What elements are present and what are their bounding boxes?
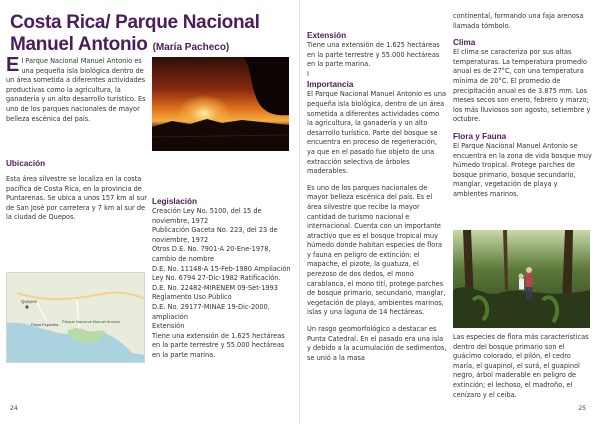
clima-heading: Clima [453, 38, 476, 48]
ubicacion-section [6, 158, 149, 223]
legislacion-line: Otros D.E. No. 7901-A 20-Ene-1978, cambio de nombre [152, 245, 271, 263]
legislacion-line: D.E. No. 29177-MINAE 19-Dic-2000, ampliación [152, 302, 270, 321]
legislacion-line: Tiene una extensión de 1.625 hectáreas en la parte terrestre y 55.000 hectáreas en la parte marina. [152, 331, 285, 359]
intro-paragraph [6, 54, 149, 124]
sunset-photo [152, 57, 289, 151]
right-left-column [307, 30, 447, 363]
especies-text: Las especies de flora más características dentro del bosque primario son el guácimo colorado, el pilón, el cedro maría, el guapinol, el surá, el guapinol negro, árbol maderable en peligro de extinción; el lechoso, el madroño, el cenízaro y el ceiba. [453, 333, 589, 399]
page-number-left: 24 [10, 405, 18, 412]
map-graphic [7, 273, 145, 363]
map-label-quepos: Quepos [21, 299, 37, 304]
location-map [6, 272, 145, 363]
legislacion-line: D.E. No. 22482-MIRENEM 09-Set-1993 [152, 283, 278, 292]
ubicacion-text: Esta área silvestre se localiza en la costa pacífica de Costa Rica, en la provincia de Puntarenas. Se ubica a unos 157 km al sur de San José por carretera y 7 km al sur de la ciudad de Quepos. [6, 175, 147, 222]
importancia-paragraph-3: Un rasgo geomorfológico a destacar es Punta Catedral. En el pasado era una isla y debido a la acumulación de sedimentos, se unió a la masa [307, 325, 447, 362]
author-name: (María Pacheco) [152, 42, 230, 53]
sunset-image [152, 57, 289, 151]
right-right-column [453, 12, 593, 200]
forest-image [453, 230, 590, 328]
legislacion-heading: Legislación [152, 197, 198, 206]
continuation-text: continental, formando una faja arenosa llamada tómbolo. [453, 12, 584, 30]
right-page [300, 0, 600, 424]
extension-heading: Extensión [307, 31, 347, 40]
legislacion-line: Extensión [152, 322, 185, 331]
drop-cap: E [6, 54, 20, 76]
legislacion-line: Reglamento Uso Público [152, 293, 232, 302]
legislacion-line: D.E. No. 11148-A 15-Feb-1980 Ampliación [152, 264, 291, 273]
intro-text: l Parque Nacional Manuel Antonio es una pequeña isla biológica dentro de un área sometida a diferentes actividades productivas como la agricultura, la ganadería y un alto desarrollo turístico. Es uno de los parques nacionales de mayor belleza escénica del país. [6, 57, 146, 123]
importancia-heading: Importancia [307, 80, 354, 90]
page-number-right: 25 [578, 405, 586, 412]
forest-photo [453, 230, 590, 328]
importancia-text [307, 90, 447, 363]
title-line-2-text: Manuel Antonio [10, 34, 148, 55]
extension-marker: I [307, 69, 309, 78]
flora-text: El Parque Nacional Manuel Antonio se encuentra en la zona de vida bosque muy húmedo tropical. Protege parches de bosque primario, bosque secundario, manglar, vegetación de playa y ambientes marinos. [453, 141, 592, 198]
title-line-2 [10, 34, 296, 59]
map-label-playa: Playa Espadilla [31, 322, 59, 327]
title-line-1: Costa Rica/ Parque Nacional [10, 12, 260, 33]
flora-heading: Flora y Fauna [453, 131, 507, 141]
legislacion-line: Publicación Gaceta No. 223, del 23 de noviembre, 1972 [152, 226, 278, 244]
legislacion-section [152, 196, 294, 361]
map-label-park: Parque Nacional Manuel Antonio [62, 319, 121, 324]
legislacion-line: Creación Ley No. 5100, del 15 de noviembre, 1972 [152, 207, 262, 225]
extension-text: Tiene una extensión de 1.625 hectáreas en la parte terrestre y 55.000 hectáreas en la parte marina. [307, 41, 440, 69]
legislacion-line: Ley No. 6794 27-Dic-1982 Ratificación. [152, 274, 281, 283]
ubicacion-heading: Ubicación [6, 159, 46, 168]
clima-text: El clima se caracteriza por sus altas temperaturas. La temperatura promedio anual es de 27°C, con una temperatura mínima de 20°C. El promedio de precipitación anual es de 3.875 mm. Los meses secos son enero, febrero y marzo; los más lluviosos son agosto, setiembre y octubre. [453, 48, 591, 124]
legislacion-list [152, 207, 294, 361]
page-title [10, 12, 296, 59]
importancia-paragraph-1: El Parque Nacional Manuel Antonio es una pequeña isla biológica, dentro de un área sometida a diferentes actividades como la agricultura, la ganadería y un alto desarrollo turístico. Parte del bosque se encuentra en proceso de regeneración, ya que en el pasado fue objeto de una extracción selectiva de árboles maderables. [307, 90, 447, 176]
importancia-paragraph-2: Es uno de los parques nacionales de mayor belleza escénica del país. Es el área silvestre que recibe la mayor cantidad de turismo nacional e internacional. Cuenta con un importante atractivo que es el bosque tropical muy húmedo donde habitan especies de flora y fauna en peligro de extinción: el mapache, el pizote, la guatuza, el perezoso de dos dedos, el mono carablanca, el mono tití, protege parches de bosque primario, secundario, manglar, vegetación de playa, ambientes marinos, islas y una laguna de 14 hectáreas. [307, 183, 446, 317]
